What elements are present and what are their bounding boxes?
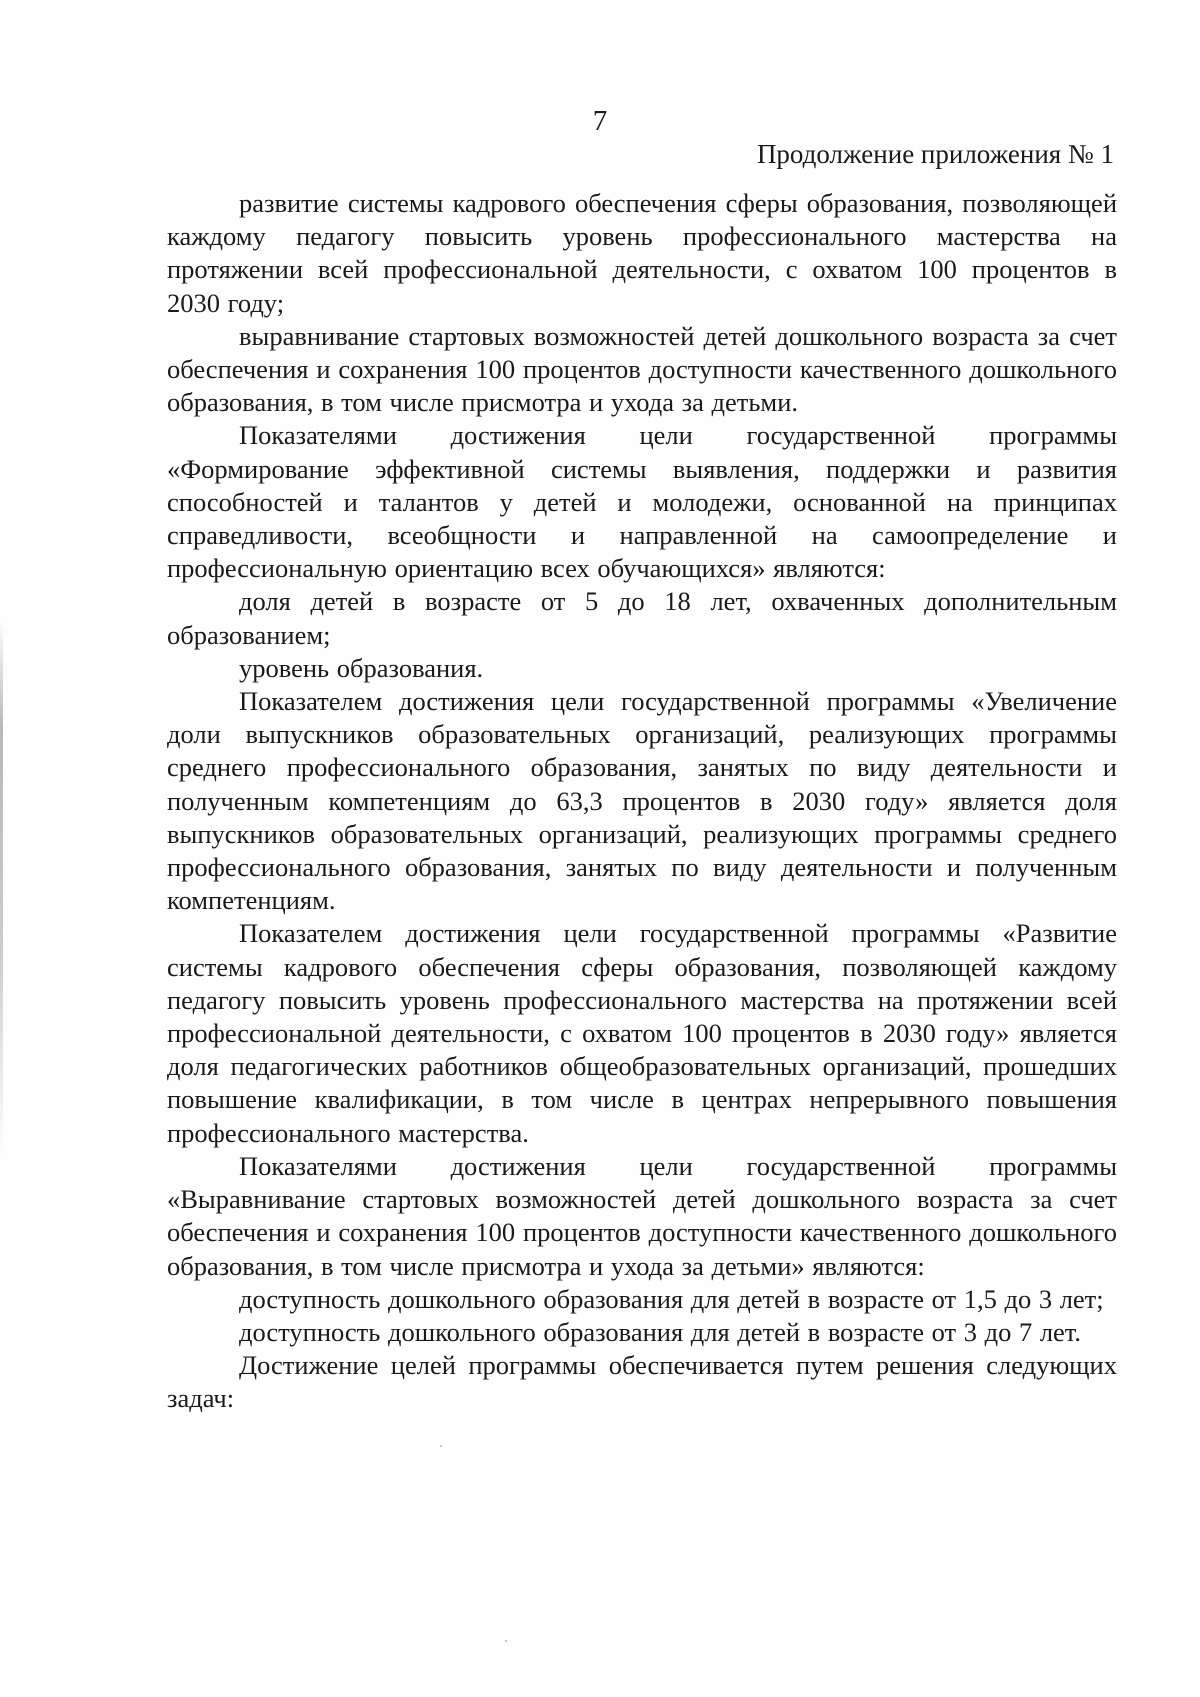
paragraph-graduates-indicator: Показателем достижения цели государственной программы «Увеличение доли выпускников образовательных организаций, реализующих программы среднего профессионального образования, занятых по виду деятельности и полученным компетенциям до 63,3 процентов в 2030 году» является доля выпускников образовательных организаций, реализующих программы среднего профессионального образования, занятых по виду деятельности и полученным компетенциям. bbox=[167, 686, 1117, 916]
paragraph-availability-1-5-to-3: доступность дошкольного образования для детей в возрасте от 1,5 до 3 лет; bbox=[239, 1283, 1104, 1314]
paragraph-availability-3-to-7: доступность дошкольного образования для детей в возрасте от 3 до 7 лет. bbox=[239, 1316, 1082, 1347]
paragraph-tasks-intro: Достижение целей программы обеспечивается путем решения следующих задач: bbox=[167, 1350, 1117, 1414]
paragraph-staffing-development: развитие системы кадрового обеспечения сферы образования, позволяющей каждому педагогу повысить уровень профессионального мастерства на протяжении всей профессиональной деятельности, с охватом 100 процентов в 2030 году; bbox=[167, 188, 1117, 318]
paragraph-preschool-equalization: выравнивание стартовых возможностей детей дошкольного возраста за счет обеспечения и сохранения 100 процентов доступности качественного дошкольного образования, в том числе присмотра и ухода за детьми. bbox=[167, 320, 1117, 418]
appendix-continuation-label: Продолжение приложения № 1 bbox=[756, 139, 1114, 169]
scan-speck bbox=[440, 1445, 442, 1447]
paragraph-preschool-indicators: Показателями достижения цели государственной программы «Выравнивание стартовых возможностей детей дошкольного возраста за счет обеспечения и сохранения 100 процентов доступности качественного дошкольного образования, в том числе присмотра и ухода за детьми» являются: bbox=[167, 1150, 1117, 1281]
paragraph-teachers-indicator: Показателем достижения цели государственной программы «Развитие системы кадрового обеспечения сферы образования, позволяющей каждому педагогу повысить уровень профессионального мастерства на протяжении всей профессиональной деятельности, с охватом 100 процентов в 2030 году» является доля педагогических работников общеобразовательных организаций, прошедших повышение квалификации, в том числе в центрах непрерывного повышения профессионального мастерства. bbox=[167, 918, 1117, 1148]
scan-speck bbox=[505, 1640, 507, 1642]
paragraph-additional-education-share: доля детей в возрасте от 5 до 18 лет, охваченных дополнительным образованием; bbox=[167, 586, 1117, 650]
paragraph-talent-indicators: Показателями достижения цели государственной программы «Формирование эффективной системы выявления, поддержки и развития способностей и талантов у детей и молодежи, основанной на принципах справедливости, всеобщности и направленной на самоопределение и профессиональную ориентацию всех обучающихся» являются: bbox=[167, 420, 1117, 584]
paragraph-education-level: уровень образования. bbox=[239, 652, 484, 683]
page-number: 7 bbox=[592, 105, 608, 137]
document-body bbox=[167, 187, 1117, 1416]
scan-edge-shadow bbox=[0, 620, 3, 1160]
